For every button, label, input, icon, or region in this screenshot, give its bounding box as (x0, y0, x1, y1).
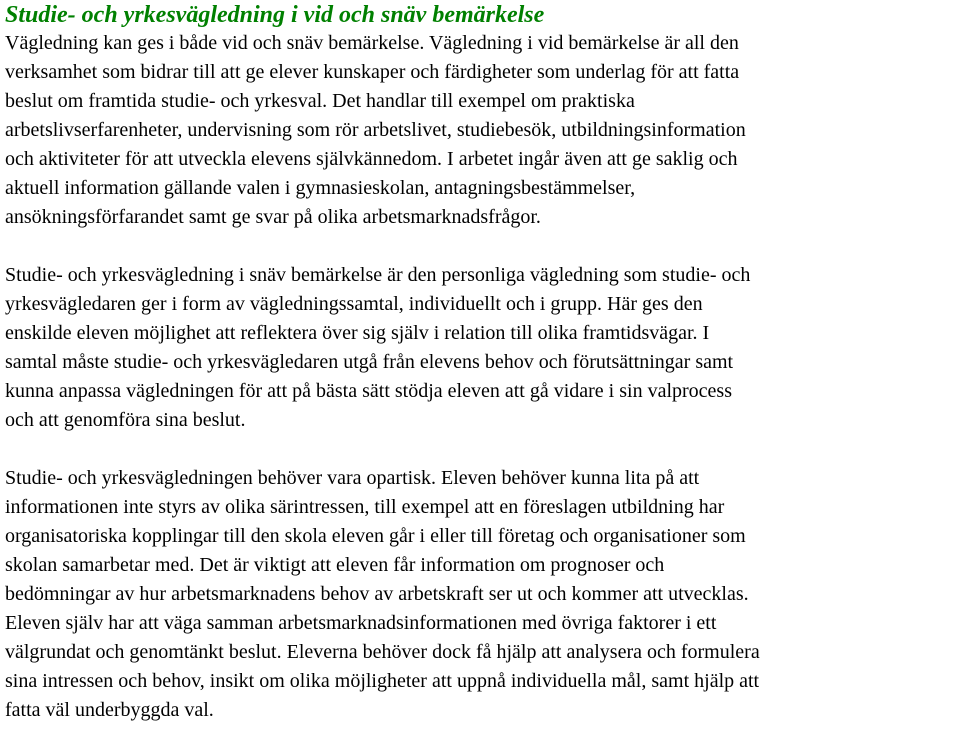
paragraph-impartiality: Studie- och yrkesvägledningen behöver vara opartisk. Eleven behöver kunna lita på att informationen inte styrs av olika särintressen, till exempel att en föreslagen utbildning har organisatoriska kopplingar till den skola eleven går i eller till företag och organisationer som skolan samarbetar med. Det är viktigt att eleven får information om prognoser och bedömningar av hur arbetsmarknadens behov av arbetskraft ser ut och kommer att utvecklas. Eleven själv har att väga samman arbetsmarknadsinformationen med övriga faktorer i ett välgrundat och genomtänkt beslut. Eleverna behöver dock få hjälp att analysera och formulera sina intressen och behov, insikt om olika möjligheter att uppnå individuella mål, samt hjälp att fatta väl underbyggda val. (5, 467, 760, 721)
paragraph-broad-guidance: Vägledning kan ges i både vid och snäv bemärkelse. Vägledning i vid bemärkelse är all den verksamhet som bidrar till att ge elever kunskaper och färdigheter som underlag för att fatta beslut om framtida studie- och yrkesval. Det handlar till exempel om praktiska arbetslivserfarenheter, undervisning som rör arbetslivet, studiebesök, utbildningsinformation och aktiviteter för att utveckla elevens självkännedom. I arbetet ingår även att ge saklig och aktuell information gällande valen i gymnasieskolan, antagningsbestämmelser, ansökningsförfarandet samt ge svar på olika arbetsmarknadsfrågor. (5, 32, 746, 228)
paragraph-spacer (5, 232, 960, 261)
paragraph-narrow-guidance: Studie- och yrkesvägledning i snäv bemärkelse är den personliga vägledning som studie- och yrkesvägledaren ger i form av vägledningssamtal, individuellt och i grupp. Här ges den enskilde eleven möjlighet att reflektera över sig själv i relation till olika framtidsvägar. I samtal måste studie- och yrkesvägledaren utgå från elevens behov och förutsättningar samt kunna anpassa vägledningen för att på bästa sätt stödja eleven att gå vidare i sin valprocess och att genomföra sina beslut. (5, 264, 751, 431)
paragraph-spacer (5, 435, 960, 464)
section-heading: Studie- och yrkesvägledning i vid och snäv bemärkelse (5, 2, 545, 28)
